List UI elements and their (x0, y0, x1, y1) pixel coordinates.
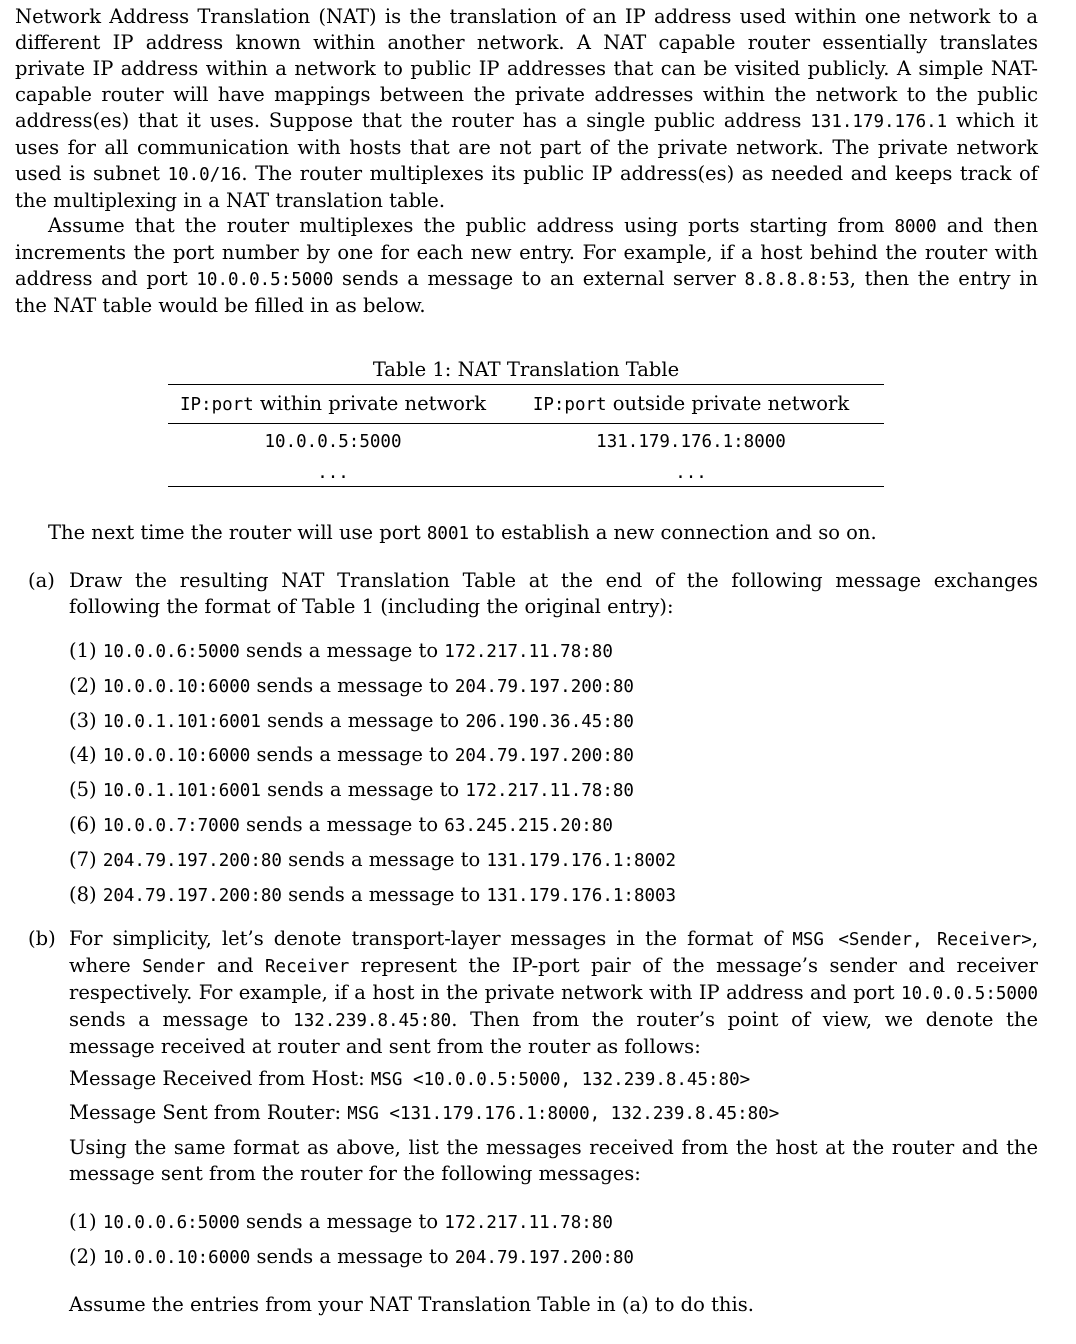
list-item: (3) 10.0.1.101:6001 sends a message to 206.190.36.45:80 (69, 708, 634, 732)
list-item: (1) 10.0.0.6:5000 sends a message to 172.217.11.78:80 (69, 1210, 613, 1233)
header-public: IP:port outside private network (532, 391, 850, 415)
header-private: IP:port within private network (179, 391, 487, 415)
cell-private: ... (317, 463, 349, 483)
message-received-example: Message Received from Host: MSG <10.0.0.5:5000, 132.239.8.45:80> (69, 1067, 751, 1090)
part-b-message-list (69, 1209, 1038, 1279)
part-a-message-list (69, 638, 1038, 916)
list-item: (4) 10.0.0.10:6000 sends a message to 204.79.197.200:80 (69, 743, 634, 767)
list-item: (6) 10.0.0.7:7000 sends a message to 63.245.215.20:80 (69, 812, 613, 836)
intro-paragraph-1: Network Address Translation (NAT) is the translation of an IP address used within one network to a different IP address known within another network. A NAT capable router essentially translates private IP address within a network to public IP addresses that can be visited publicly. A simple NAT-capable router will have mappings between the private addresses within the network to the public address(es) that it uses. Suppose that the router has a single public address 131.179.176.1 which it uses for all communication with hosts that are not part of the private network. The private network used is subnet 10.0/16. The router multiplexes its public IP address(es) as needed and keeps track of the multiplexing in a NAT translation table. (15, 5, 1038, 212)
table-caption: Table 1: NAT Translation Table (372, 358, 680, 381)
after-table-paragraph: The next time the router will use port 8001 to establish a new connection and so on. (48, 521, 877, 544)
table-header-row (168, 385, 884, 423)
cell-public: ... (675, 463, 707, 483)
part-b-instruction: Using the same format as above, list the messages received from the host at the router and the message sent from the router for the following messages: (69, 1136, 1038, 1185)
nat-translation-table (168, 384, 884, 487)
table-bottom-rule (168, 486, 884, 487)
list-item: (2) 10.0.0.10:6000 sends a message to 204.79.197.200:80 (69, 1244, 634, 1268)
list-item: (2) 10.0.0.10:6000 sends a message to 204.79.197.200:80 (69, 673, 634, 697)
cell-public: 131.179.176.1:8000 (596, 432, 786, 452)
part-a-prompt: Draw the resulting NAT Translation Table at the end of the following message exchanges following the format of Table 1 (including the original entry): (69, 569, 1038, 618)
part-b-prompt: For simplicity, let’s denote transport-layer messages in the format of MSG <Sender, Receiver>, where Sender and Receiver represent the IP-port pair of the message’s sender and receiver respectively. For example, if a host in the private network with IP address and port 10.0.0.5:5000 sends a message to 132.239.8.45:80. Then from the router’s point of view, we denote the message received at router and sent from the router as follows: (69, 927, 1039, 1058)
intro-paragraph-2: Assume that the router multiplexes the public address using ports starting from 8000 and then increments the port number by one for each new entry. For example, if a host behind the router with address and port 10.0.0.5:5000 sends a message to an external server 8.8.8.8:53, then the entry in the NAT table would be filled in as below. (15, 214, 1038, 317)
router-public-ip: 131.179.176.1 (810, 112, 948, 132)
part-a-label: (a) (28, 569, 55, 592)
list-item: (8) 204.79.197.200:80 sends a message to 131.179.176.1:8003 (69, 882, 677, 906)
list-item: (7) 204.79.197.200:80 sends a message to 131.179.176.1:8002 (69, 847, 677, 871)
table-row (168, 460, 884, 486)
message-sent-example: Message Sent from Router: MSG <131.179.176.1:8000, 132.239.8.45:80> (69, 1101, 780, 1124)
table-row (168, 424, 884, 460)
list-item: (1) 10.0.0.6:5000 sends a message to 172.217.11.78:80 (69, 639, 613, 662)
private-subnet: 10.0/16 (167, 165, 242, 185)
part-b-label: (b) (28, 927, 56, 950)
list-item: (5) 10.0.1.101:6001 sends a message to 172.217.11.78:80 (69, 778, 634, 802)
part-b-assumption: Assume the entries from your NAT Translation Table in (a) to do this. (69, 1293, 754, 1316)
cell-private: 10.0.0.5:5000 (264, 432, 402, 452)
